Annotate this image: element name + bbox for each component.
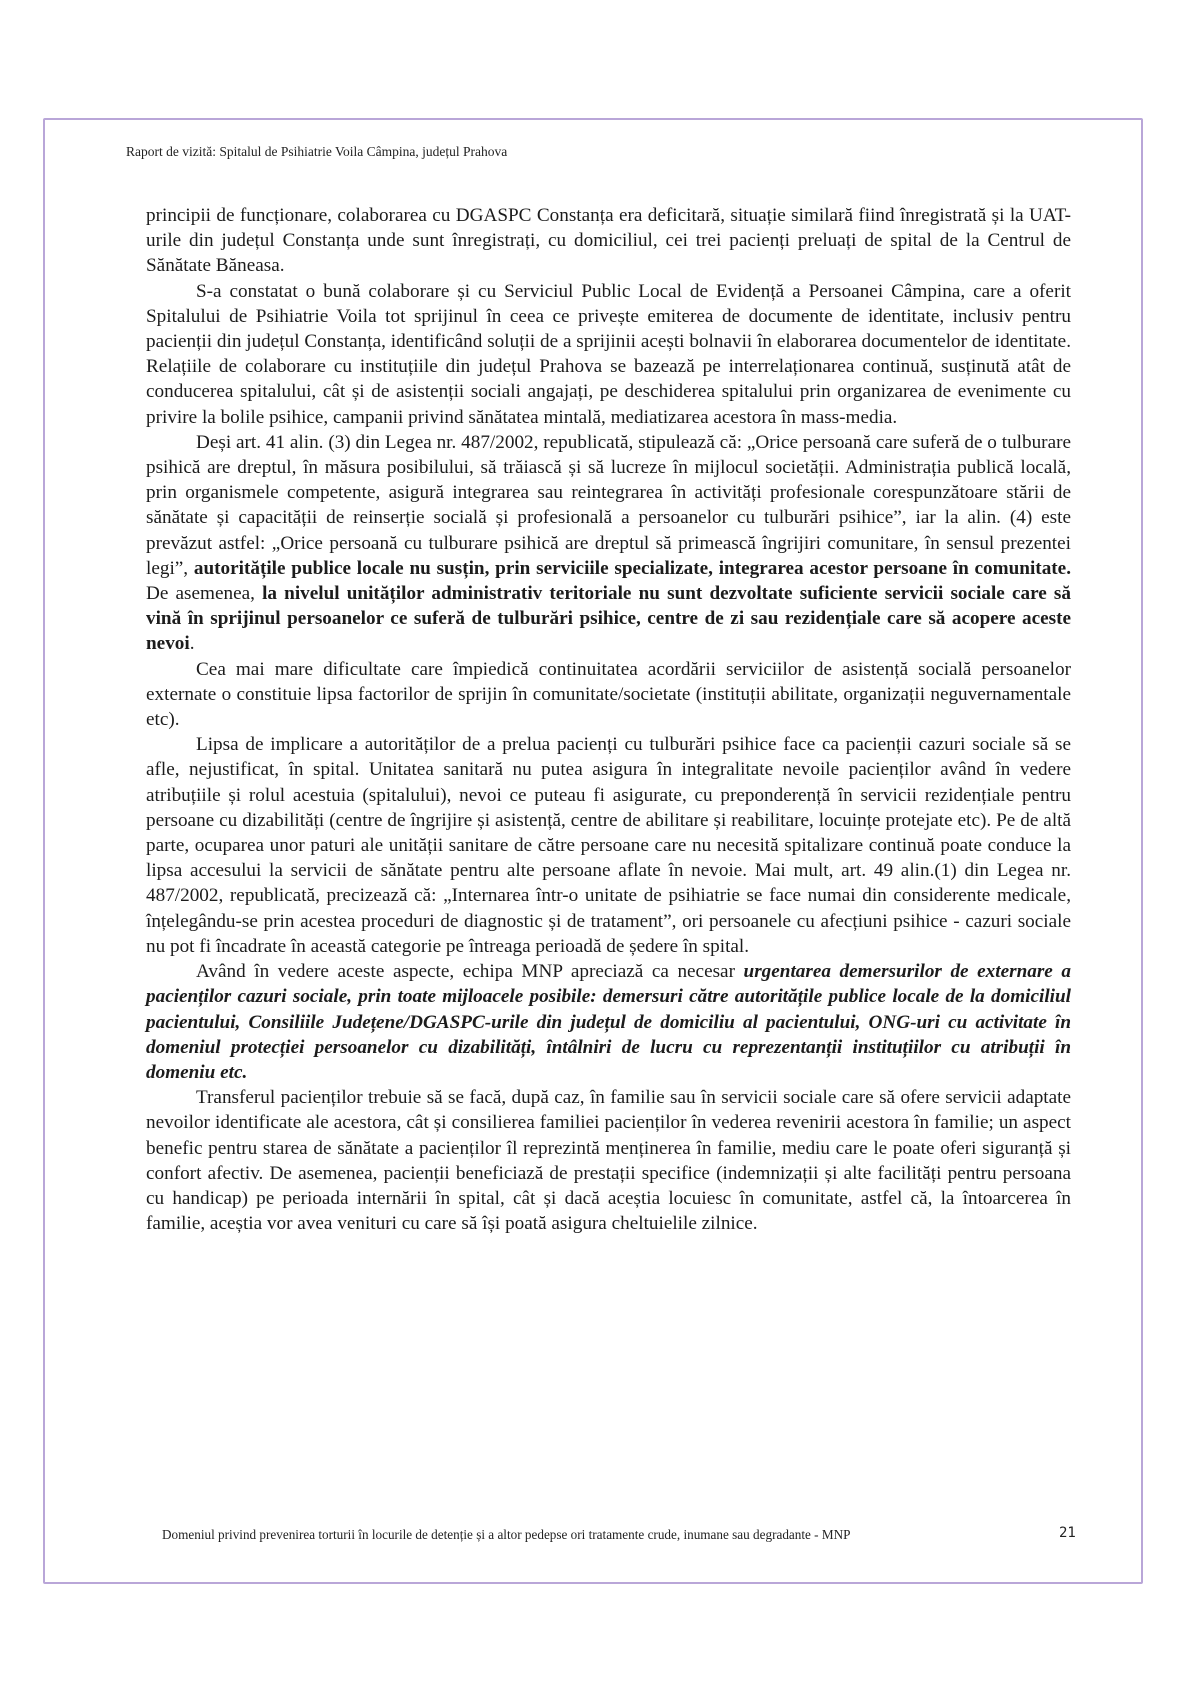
- bold-emphasis: autoritățile publice locale nu susțin, prin serviciile specializate, integrarea acestor persoane în comunitate.: [193, 557, 1071, 579]
- body-text: [146, 203, 1071, 1236]
- paragraph-text: De asemenea,: [146, 583, 263, 605]
- paragraph-7: [146, 1085, 1071, 1236]
- bold-emphasis: la nivelul unităților administrativ teritoriale nu sunt dezvoltate suficiente servicii sociale care să vină în sprijinul persoanelor ce suferă de tulburări psihice, centre de zi sau rezidențiale care să acopere aceste nevoi: [146, 583, 1071, 655]
- paragraph-3: [146, 430, 1071, 657]
- bold-italic-emphasis: urgentarea demersurilor de externare a pacienților cazuri sociale, prin toate mijloacele posibile: demersuri către autoritățile publice locale de la domiciliul pacientului, Consiliile Județene/DGASPC-urile din județul de domiciliu al pacientului, ONG-uri cu activitate în domeniul protecției persoanelor cu dizabilități, întâlniri de lucru cu reprezentanții instituțiilor cu atribuții în domeniu etc.: [146, 961, 1071, 1083]
- paragraph-text: Cea mai mare dificultate care împiedică continuitatea acordării serviciilor de asistență socială persoanelor externate o constituie lipsa factorilor de sprijin în comunitate/societate (instituții abilitate, organizații neguvernamentale etc).: [146, 658, 1071, 731]
- paragraph-text: Lipsa de implicare a autorităților de a prelua pacienți cu tulburări psihice face ca pacienții cazuri sociale să se afle, nejustificat, în spital. Unitatea sanitară nu putea asigura în integralitate nevoile pacienților având în vedere atribuțiile și rolul acestuia (spitalului), nevoi ce puteau fi asigurate, cu preponderență în servicii rezidențiale pentru persoane cu dizabilități (centre de îngrijire și asistență, centre de abilitare și reabilitare, locuințe protejate etc). Pe de altă parte, ocuparea unor paturi ale unității sanitare de către persoane care nu necesită spitalizare continuă poate conduce la lipsa accesului la servicii de sănătate pentru alte persoane aflate în nevoie. Mai mult, art. 49 alin.(1) din Legea nr. 487/2002, republicată, precizează că: „Internarea într-o unitate de psihiatrie se face numai din considerente medicale, înțelegându-se prin acestea proceduri de diagnostic și de tratament”, ori persoanele cu afecțiuni psihice - cazuri sociale nu pot fi încadrate în această categorie pe întreaga perioadă de ședere în spital.: [146, 734, 1071, 957]
- paragraph-2: [146, 279, 1071, 430]
- paragraph-text: Transferul pacienților trebuie să se facă, după caz, în familie sau în servicii sociale care să ofere servicii adaptate nevoilor identificate ale acestora, cât și consilierea familiei pacienților în vederea revenirii acestora în familie; un aspect benefic pentru starea de sănătate a pacienților îl reprezintă menținerea în familie, mediu care le poate oferi siguranță și confort afectiv. De asemenea, pacienții beneficiază de prestații specifice (indemnizații și alte facilități pentru persoana cu handicap) pe perioada internării în spital, cât și dacă aceștia locuiesc în comunitate, astfel că, la întoarcerea în familie, aceștia vor avea venituri cu care să își poată asigura cheltuielile zilnice.: [146, 1087, 1071, 1235]
- page-number: 21: [1059, 1525, 1076, 1541]
- paragraph-text: .: [189, 633, 195, 655]
- paragraph-1: [146, 203, 1071, 279]
- paragraph-text: principii de funcționare, colaborarea cu DGASPC Constanța era deficitară, situație similară fiind înregistrată și la UAT-urile din județul Constanța unde sunt înregistrați, cu domiciliul, cei trei pacienți preluați de spital de la Centrul de Sănătate Băneasa.: [146, 205, 1071, 277]
- paragraph-6: [146, 959, 1071, 1085]
- paragraph-4: [146, 657, 1071, 733]
- running-header: Raport de vizită: Spitalul de Psihiatrie Voila Câmpina, județul Prahova: [126, 144, 508, 159]
- paragraph-text: S-a constatat o bună colaborare și cu Serviciul Public Local de Evidență a Persoanei Câmpina, care a oferit Spitalului de Psihiatrie Voila tot sprijinul în ceea ce privește emiterea de documente de identitate, inclusiv pentru pacienții din județul Constanța, identificând soluții de a sprijinii acești bolnavii în elaborarea documentelor de identitate. Relațiile de colaborare cu instituțiile din județul Prahova se bazează pe interrelaționarea continuă, susținută atât de conducerea spitalului, cât și de asistenții sociali angajați, pe deschiderea spitalului prin organizarea de evenimente cu privire la bolile psihice, campanii privind sănătatea mintală, mediatizarea acestora în mass-media.: [146, 280, 1071, 428]
- paragraph-text: Deși art. 41 alin. (3) din Legea nr. 487/2002, republicată, stipulează că: „Orice persoană care suferă de o tulburare psihică are dreptul, în măsura posibilului, să trăiască și să lucreze în mijlocul societății. Administrația publică locală, prin organismele competente, asigură integrarea sau reintegrarea în activități profesionale corespunzătoare stării de sănătate și capacității de reinserție socială și profesională a persoanelor cu tulburări psihice”, iar la alin. (4) este prevăzut astfel: „Orice persoană cu tulburare psihică are dreptul să primească îngrijiri comunitare, în sensul prezentei legi”,: [146, 431, 1071, 579]
- paragraph-5: [146, 732, 1071, 959]
- paragraph-text: Având în vedere aceste aspecte, echipa MNP apreciază ca necesar: [196, 961, 744, 983]
- footer-text: Domeniul privind prevenirea torturii în locurile de detenție și a altor pedepse ori tratamente crude, inumane sau degradante - MNP: [162, 1527, 851, 1542]
